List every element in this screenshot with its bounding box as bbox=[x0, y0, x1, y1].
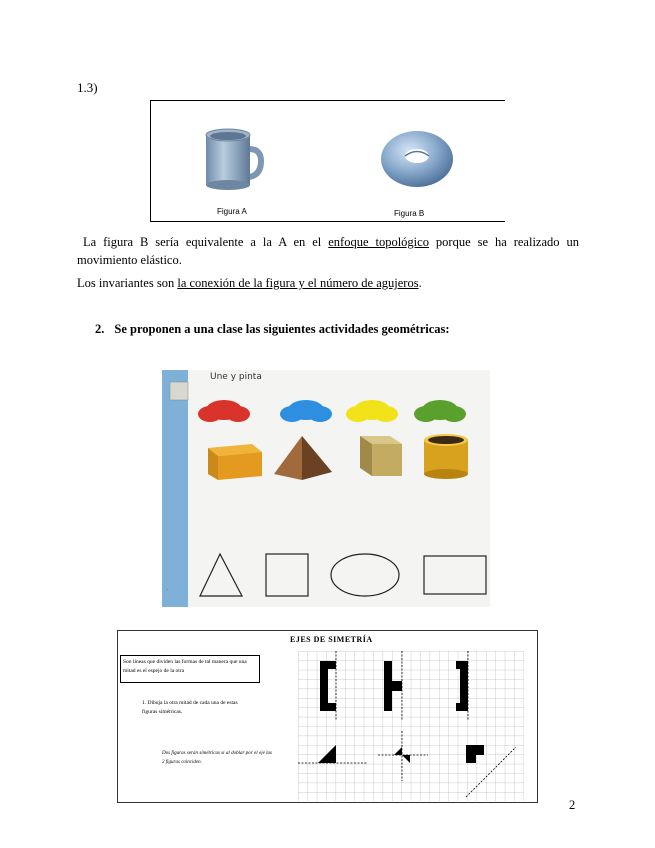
paragraph-1-underlined: enfoque topológico bbox=[328, 235, 429, 249]
activity2-title: EJES DE SIMETRÍA bbox=[290, 635, 373, 644]
note-text: Dos figuras serán simétricas si al doblar por el eje las 2 figuras coinciden. bbox=[162, 751, 272, 765]
figure-box bbox=[150, 100, 505, 222]
page-number: 2 bbox=[569, 798, 576, 812]
question-text: Se proponen a una clase las siguientes actividades geométricas: bbox=[114, 322, 450, 336]
section-label: 1.3) bbox=[77, 80, 98, 95]
tag-icon bbox=[170, 382, 188, 400]
activity-ejes-simetria bbox=[117, 630, 538, 803]
cube-figure bbox=[360, 436, 402, 476]
definition-box: Son líneas que dividen las formas de tal manera que una mitad es el espejo de la otra bbox=[120, 655, 260, 683]
mug-figure bbox=[206, 129, 261, 190]
question-heading bbox=[95, 322, 450, 337]
paragraph-2-pre: Los invariantes son bbox=[77, 276, 178, 290]
activity-une-y-pinta bbox=[162, 370, 490, 607]
figures-illustration bbox=[151, 101, 506, 223]
paragraph-2-post: . bbox=[418, 276, 422, 290]
svg-text:.: . bbox=[164, 588, 169, 590]
activity1-title: Une y pinta bbox=[210, 372, 262, 382]
torus-figure bbox=[381, 131, 453, 187]
figure-b-caption: Figura B bbox=[394, 209, 425, 218]
cylinder-figure bbox=[424, 434, 468, 479]
instruction-text: 1. Dibuja la otra mitad de cada una de estas figuras simétricas. bbox=[142, 700, 238, 715]
figure-a-caption: Figura A bbox=[217, 207, 247, 216]
paragraph-2-underlined: la conexión de la figura y el número de agujeros bbox=[177, 276, 419, 290]
activity-une-y-pinta-illustration bbox=[162, 370, 490, 607]
question-number: 2. bbox=[95, 322, 105, 336]
prism-figure bbox=[208, 444, 262, 480]
paragraph-1-line2: movimiento elástico. bbox=[77, 253, 182, 267]
paragraph-2 bbox=[77, 274, 422, 292]
paragraph-1-pre: La figura B sería equivalente a la A en el bbox=[83, 235, 329, 249]
paragraph-1-post: porque se ha realizado un bbox=[428, 235, 579, 249]
paragraph-1-line1 bbox=[77, 233, 579, 251]
symmetry-grid bbox=[298, 651, 524, 801]
